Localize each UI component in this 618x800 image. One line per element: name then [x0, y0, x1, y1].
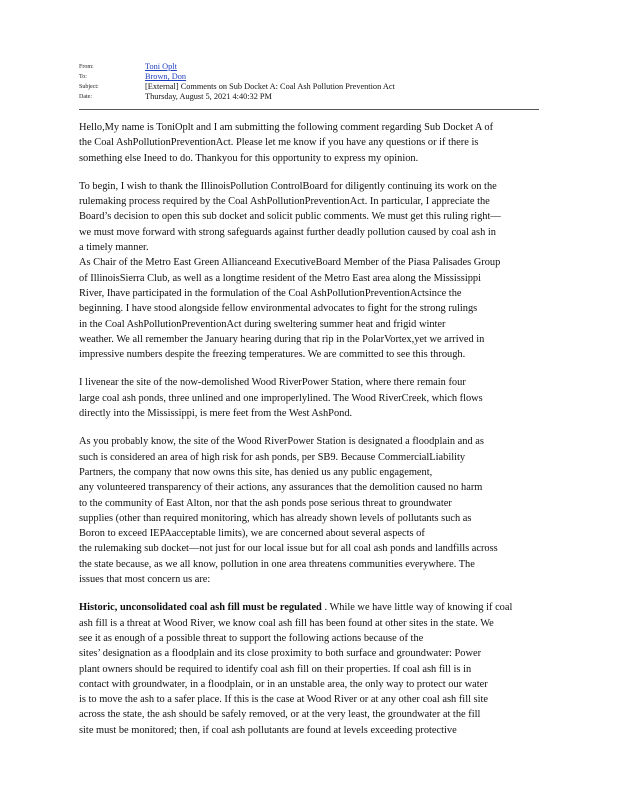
subject-row: [79, 82, 539, 92]
date-value: Thursday, August 5, 2021 4:40:32 PM: [145, 92, 272, 101]
text-line: weather. We all remember the January hearing during that rip in the PolarVortex,yet we arrived in: [79, 333, 485, 345]
text-line: site must be monitored; then, if coal ash pollutants are found at levels exceeding protective: [79, 724, 457, 736]
subject-value: [External] Comments on Sub Docket A: Coal Ash Pollution Prevention Act: [145, 82, 395, 91]
paragraph-concerns: [79, 434, 544, 587]
text-line: to the community of East Alton, nor that the ash ponds pose serious threat to groundwater: [79, 497, 452, 509]
to-row: [79, 72, 539, 82]
text-line: sites’ designation as a floodplain and its close proximity to both surface and groundwater: Power: [79, 648, 482, 660]
paragraph-background: [79, 255, 544, 362]
text-line: of IllinoisSierra Club, as well as a longtime resident of the Metro East area along the Mississippi: [79, 272, 481, 284]
text-line: something else Ineed to do. Thankyou for this opportunity to express my opinion.: [79, 152, 419, 164]
text-line: we must move forward with strong safeguards against further deadly pollution caused by coal ash in: [79, 226, 496, 238]
email-header: [79, 62, 539, 102]
subject-label: Subject:: [79, 84, 99, 90]
header-divider: [79, 109, 539, 110]
text-line: the rulemaking sub docket—not just for our local issue but for all coal ash ponds and landfills across: [79, 543, 498, 555]
text-line: issues that most concern us are:: [79, 574, 211, 586]
text-line: is to move the ash to a safer place. If this is the case at Wood River or at any other coal ash fill site: [79, 694, 488, 706]
recipient-link[interactable]: Brown, Don: [145, 72, 187, 81]
text-line: As Chair of the Metro East Green Allianceand ExecutiveBoard Member of the Piasa Palisades Group: [79, 257, 501, 269]
to-label: To:: [79, 74, 87, 80]
text-line: I livenear the site of the now-demolished Wood RiverPower Station, where there remain four: [79, 377, 466, 389]
text-line: contact with groundwater, in a floodplain, or in an unstable area, the only way to protect our water: [79, 678, 488, 690]
email-body: [79, 120, 544, 751]
paragraph-coal-ash-fill: [79, 600, 544, 738]
from-label: From:: [79, 64, 94, 70]
text-line: any volunteered transparency of their actions, any assurances that the demolition caused no harm: [79, 482, 483, 494]
text-line: the state because, as we all know, pollution in one area threatens communities everywhere. The: [79, 558, 475, 570]
paragraph-location: [79, 375, 544, 421]
paragraph-thanks: [79, 179, 544, 255]
text-line: large coal ash ponds, three unlined and one improperlylined. The Wood RiverCreek, which flows: [79, 392, 483, 404]
text-line: Partners, the company that now owns this site, has denied us any public engagement,: [79, 466, 433, 478]
text-line: in the Coal AshPollutionPreventionAct during sweltering summer heat and frigid winter: [79, 318, 446, 330]
text-line: Boron to exceed IEPAacceptable limits), we are concerned about several aspects of: [79, 528, 425, 540]
text-line: such is considered an area of high risk for ash ponds, per SB9. Because CommercialLiability: [79, 451, 466, 463]
text-line: [79, 600, 544, 615]
date-row: [79, 92, 539, 102]
text-line: see it as enough of a possible threat to support the following actions because of the: [79, 632, 424, 644]
text-line: As you probably know, the site of the Wood RiverPower Station is designated a floodplain and as: [79, 436, 484, 448]
text-line: directly into the Mississippi, is mere feet from the West AshPond.: [79, 408, 353, 420]
from-row: [79, 62, 539, 72]
date-label: Date:: [79, 94, 92, 100]
text-line: a timely manner.: [79, 242, 149, 254]
text-line: the Coal AshPollutionPreventionAct. Please let me know if you have any questions or if there is: [79, 137, 479, 149]
text-line: ash fill is a threat at Wood River, we know coal ash fill has been found at other sites in the state. We: [79, 617, 494, 629]
paragraph-greeting: [79, 120, 544, 166]
text-line: Hello,My name is ToniOplt and I am submitting the following comment regarding Sub Docket A of: [79, 122, 494, 133]
text-line: impressive numbers despite the freezing temperatures. We are committed to see this through.: [79, 349, 466, 361]
bold-heading: Historic, unconsolidated coal ash fill must be regulated: [79, 602, 322, 614]
text-line: River, Ihave participated in the formulation of the Coal AshPollutionPreventionActsince the: [79, 287, 462, 299]
text-line: rulemaking process required by the Coal AshPollutionPreventionAct. In particular, I appreciate the: [79, 196, 490, 208]
text-line: across the state, the ash should be safely removed, or at the very least, the groundwater at the fill: [79, 709, 481, 721]
heading-continuation: . While we have little way of knowing if coal: [321, 602, 513, 614]
text-line: supplies (other than required monitoring, which has already shown levels of pollutants such as: [79, 512, 472, 524]
text-line: Board’s decision to open this sub docket and solicit public comments. We must get this ruling right—: [79, 211, 501, 223]
sender-link[interactable]: Toni Oplt: [145, 62, 177, 71]
text-line: beginning. I have stood alongside fellow environmental advocates to fight for the strong rulings: [79, 303, 478, 315]
text-line: plant owners should be required to identify coal ash fill on their properties. If coal ash fill is in: [79, 663, 472, 675]
text-line: To begin, I wish to thank the IllinoisPollution ControlBoard for diligently continuing its work on the: [79, 180, 497, 192]
